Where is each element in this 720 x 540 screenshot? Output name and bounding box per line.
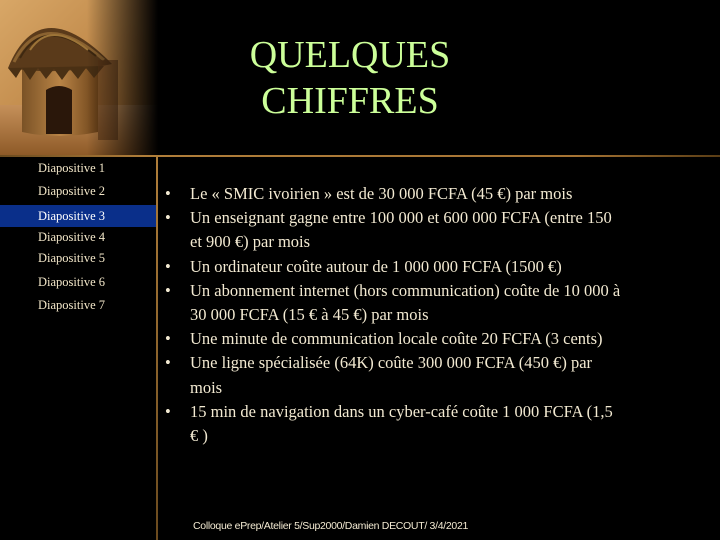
bullet-icon: •	[165, 353, 171, 373]
list-item	[165, 255, 715, 279]
hut-photo	[0, 0, 158, 155]
bullet-text: Une ligne spécialisée (64K) coûte 300 000 FCFA (450 €) par	[190, 353, 593, 373]
nav-item-slide-1[interactable]: Diapositive 1	[38, 161, 106, 175]
bullet-text-continued: 30 000 FCFA (15 € à 45 €) par mois	[190, 305, 429, 325]
slide-title	[200, 32, 500, 124]
slide-footer: Colloque ePrep/Atelier 5/Sup2000/Damien DECOUT/ 3/4/2021	[193, 520, 469, 532]
bullet-text: Un enseignant gagne entre 100 000 et 600 000 FCFA (entre 150	[190, 208, 612, 228]
bullet-text-continued: et 900 €) par mois	[190, 232, 311, 252]
nav-item-slide-3[interactable]: Diapositive 3	[0, 205, 156, 227]
list-item	[165, 400, 715, 448]
bullet-icon: •	[165, 329, 171, 349]
nav-item-slide-5[interactable]: Diapositive 5	[38, 251, 106, 265]
bullet-text: 15 min de navigation dans un cyber-café coûte 1 000 FCFA (1,5	[190, 401, 613, 421]
bullet-icon: •	[165, 208, 171, 228]
bullet-text-continued: mois	[190, 377, 223, 397]
list-item	[165, 206, 715, 254]
hut-illustration	[0, 0, 158, 155]
list-item	[165, 327, 715, 351]
title-line-2: CHIFFRES	[261, 80, 439, 122]
list-item	[165, 279, 715, 327]
bullet-text-continued: € )	[190, 426, 208, 446]
bullet-text: Une minute de communication locale coûte 20 FCFA (3 cents)	[190, 329, 603, 349]
bullet-list	[165, 182, 715, 448]
bullet-text: Le « SMIC ivoirien » est de 30 000 FCFA (45 €) par mois	[190, 184, 573, 203]
bullet-icon: •	[165, 256, 171, 276]
bullet-icon: •	[165, 401, 171, 421]
bullet-icon: •	[165, 280, 171, 300]
bullet-icon: •	[165, 184, 171, 203]
list-item	[165, 182, 715, 206]
nav-item-slide-2[interactable]: Diapositive 2	[38, 184, 106, 198]
nav-item-slide-7[interactable]: Diapositive 7	[38, 298, 106, 312]
list-item	[165, 351, 715, 399]
title-line-1: QUELQUES	[249, 34, 451, 76]
bullet-content	[165, 182, 715, 448]
bullet-text: Un ordinateur coûte autour de 1 000 000 FCFA (1500 €)	[190, 256, 562, 276]
vertical-divider	[156, 155, 158, 540]
nav-item-slide-6[interactable]: Diapositive 6	[38, 275, 106, 289]
bullet-text: Un abonnement internet (hors communication) coûte de 10 000 à	[190, 280, 621, 300]
nav-item-slide-4[interactable]: Diapositive 4	[38, 230, 106, 244]
